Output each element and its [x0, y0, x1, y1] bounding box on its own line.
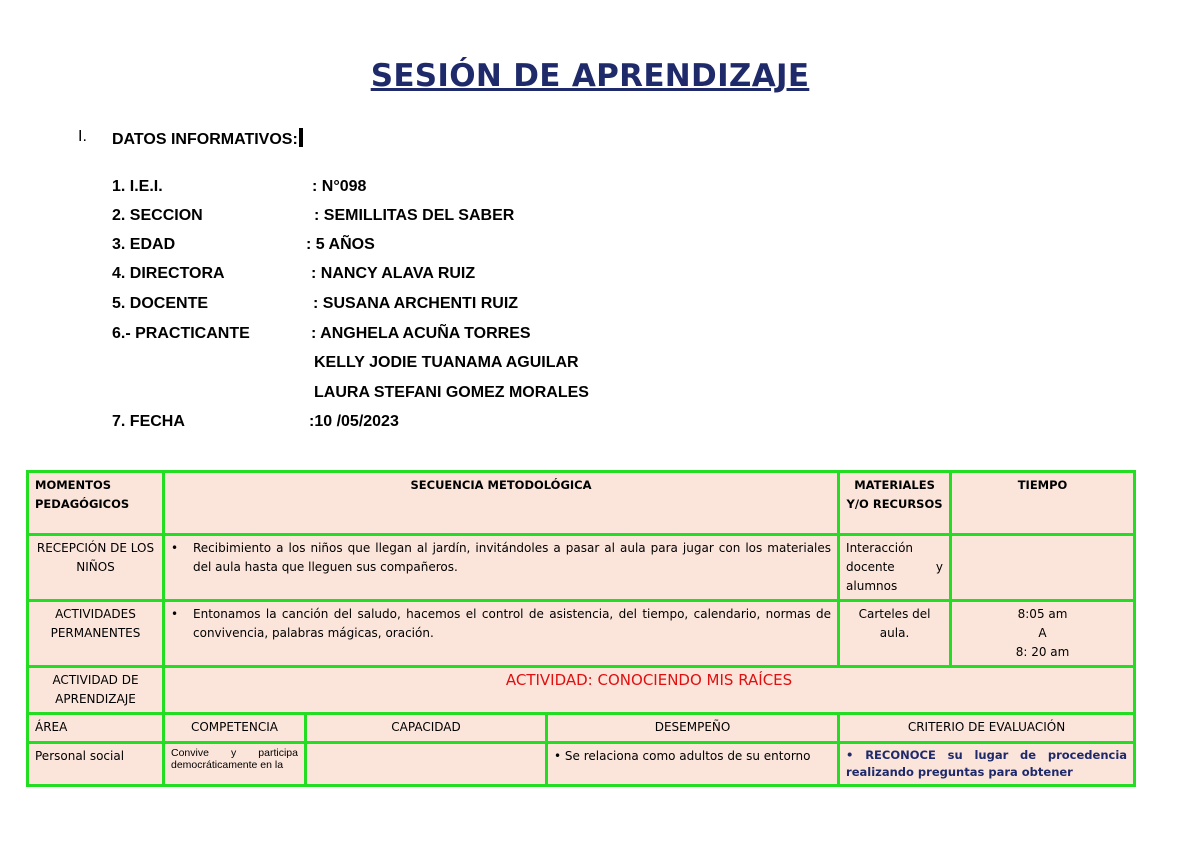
tiempo-permanentes: [951, 601, 1135, 667]
subheader-capacidad: CAPACIDAD: [306, 714, 547, 743]
section-number: I.: [78, 128, 87, 145]
header-tiempo: TIEMPO: [951, 472, 1135, 535]
info-value-seccion: : SEMILLITAS DEL SABER: [314, 207, 515, 224]
session-table: [26, 470, 1136, 787]
capacidad-value: [306, 743, 547, 786]
subheader-row: [28, 714, 1135, 743]
table-row: [28, 601, 1135, 667]
info-value-practicante-1: : ANGHELA ACUÑA TORRES: [311, 325, 531, 342]
section-title: [112, 128, 303, 149]
bullet-icon: •: [846, 748, 854, 762]
section-title-text: DATOS INFORMATIVOS:: [112, 131, 298, 148]
info-label-edad: 3. EDAD: [112, 236, 176, 253]
subheader-criterio: CRITERIO DE EVALUACIÓN: [839, 714, 1135, 743]
tiempo-end: 8: 20 am: [1015, 645, 1070, 659]
momento-permanentes: ACTIVIDADES PERMANENTES: [28, 601, 164, 667]
header-materiales: MATERIALES Y/O RECURSOS: [839, 472, 951, 535]
competencia-cell: [164, 743, 306, 786]
subheader-desempeno: DESEMPEÑO: [547, 714, 839, 743]
secuencia-permanentes-text: Entonamos la canción del saludo, hacemos el control de asistencia, del tiempo, calendario, normas de convivencia, palabras mágicas, oración.: [193, 607, 832, 640]
info-label-iei: 1. I.E.I.: [112, 178, 163, 195]
actividad-label: ACTIVIDAD DE APRENDIZAJE: [28, 667, 164, 714]
header-secuencia: SECUENCIA METODOLÓGICA: [164, 472, 839, 535]
info-label-docente: 5. DOCENTE: [112, 295, 209, 312]
secuencia-recepcion-text: Recibimiento a los niños que llegan al jardín, invitándoles a pasar al aula para jugar con los materiales del aula hasta que lleguen sus compañeros.: [193, 541, 832, 574]
materiales-permanentes: Carteles del aula.: [839, 601, 951, 667]
criterio-cell: [839, 743, 1135, 786]
desempeno-value: Se relaciona como adultos de su entorno: [564, 749, 811, 763]
secuencia-recepcion: [164, 535, 839, 601]
text-cursor: [299, 128, 303, 147]
area-value: Personal social: [28, 743, 164, 786]
bullet-icon: •: [171, 541, 179, 555]
info-label-fecha: 7. FECHA: [112, 413, 185, 430]
actividad-row: [28, 667, 1135, 714]
info-value-practicante-2: KELLY JODIE TUANAMA AGUILAR: [314, 354, 579, 371]
actividad-title: ACTIVIDAD: CONOCIENDO MIS RAÍCES: [164, 667, 1135, 714]
info-value-iei: : N°098: [312, 178, 367, 195]
subheader-competencia: COMPETENCIA: [164, 714, 306, 743]
secuencia-permanentes: [164, 601, 839, 667]
criterio-value: RECONOCE su lugar de procedencia realizando preguntas para obtener: [846, 748, 1128, 779]
table-row: [28, 535, 1135, 601]
tiempo-start: 8:05 am: [1017, 607, 1068, 621]
info-label-seccion: 2. SECCION: [112, 207, 203, 224]
bullet-icon: •: [554, 749, 562, 763]
info-value-edad: : 5 AÑOS: [306, 236, 375, 253]
momento-recepcion: RECEPCIÓN DE LOS NIÑOS: [28, 535, 164, 601]
desempeno-cell: [547, 743, 839, 786]
area-row: [28, 743, 1135, 786]
info-value-docente: : SUSANA ARCHENTI RUIZ: [313, 295, 519, 312]
bullet-icon: •: [171, 607, 179, 621]
table-header-row: [28, 472, 1135, 535]
tiempo-recepcion: [951, 535, 1135, 601]
info-value-practicante-3: LAURA STEFANI GOMEZ MORALES: [314, 384, 589, 401]
materiales-recepcion: Interacción docente y alumnos: [839, 535, 951, 601]
header-momentos: MOMENTOS PEDAGÓGICOS: [28, 472, 164, 535]
page-title: SESIÓN DE APRENDIZAJE: [370, 58, 810, 94]
info-label-directora: 4. DIRECTORA: [112, 265, 225, 282]
info-label-practicante: 6.- PRACTICANTE: [112, 325, 250, 342]
tiempo-separator: A: [1038, 626, 1047, 640]
subheader-area: ÁREA: [28, 714, 164, 743]
competencia-value: Convive y participa democráticamente en la: [171, 747, 298, 771]
info-value-directora: : NANCY ALAVA RUIZ: [311, 265, 476, 282]
info-value-fecha: :10 /05/2023: [309, 413, 399, 430]
